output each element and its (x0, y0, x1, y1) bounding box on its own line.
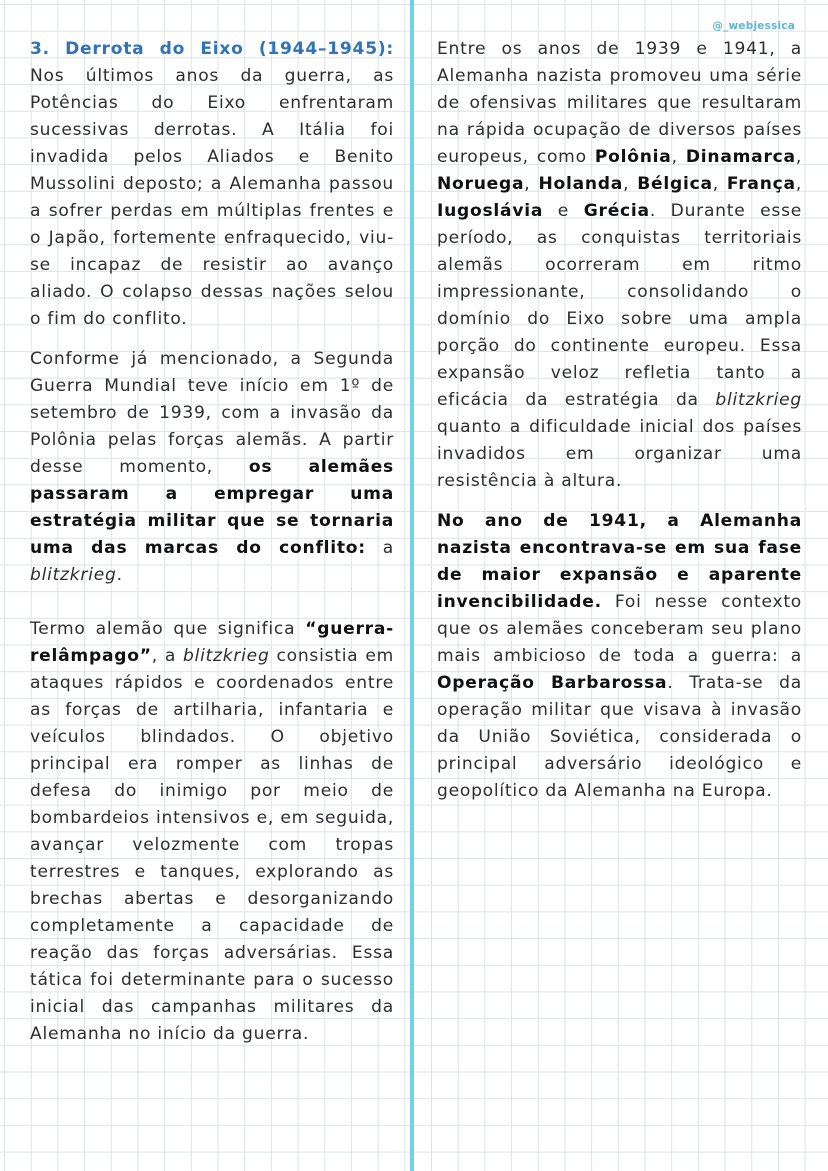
section-heading: 3. Derrota do Eixo (1944–1945): (30, 39, 394, 59)
text: , (795, 147, 802, 167)
country-name: Dinamarca (685, 147, 796, 167)
italic-term: blitzkrieg (715, 390, 802, 410)
paragraph-operacao-barbarossa (437, 508, 802, 805)
bold-text: No ano de 1941, a Alemanha nazista encontrava-se em sua fase de maior expansão e aparente invencibilidade. (437, 511, 802, 612)
text: , (524, 174, 539, 194)
italic-term: blitzkrieg (182, 646, 270, 666)
italic-term: blitzkrieg (30, 565, 117, 585)
text: , (795, 174, 802, 194)
text: quanto a dificuldade inicial dos países invadidos em organizar uma resistência à altura. (437, 417, 802, 491)
country-name: Grécia (583, 201, 650, 221)
country-name: França (726, 174, 796, 194)
bold-text: os alemães passaram a empregar uma estratégia militar que se tornaria uma das marcas do conflito: (30, 457, 394, 558)
text: , a (151, 646, 183, 666)
text: , (671, 147, 686, 167)
text: Foi nesse contexto que os alemães conceberam seu plano mais ambicioso de toda a guerra: a (437, 592, 802, 666)
right-column (437, 36, 802, 805)
text: , (712, 174, 727, 194)
text: Termo alemão que significa (30, 619, 306, 639)
text: e (543, 201, 584, 221)
bold-text: “guerra-relâmpago” (30, 619, 394, 666)
text: . Durante esse período, as conquistas territoriais alemãs ocorreram em ritmo impressionante, consolidando o domínio do Eixo sobre uma ampla porção do continente europeu. Essa expansão veloz refletia tanto a eficácia da estratégia da (437, 201, 802, 410)
paragraph-blitzkrieg-intro (30, 346, 394, 589)
paragraph-derrota-do-eixo (30, 36, 394, 333)
text: . Trata-se da operação militar que visava à invasão da União Soviética, considerada o principal adversário ideológico e geopolítico da Alemanha na Europa. (437, 673, 803, 801)
text: , (623, 174, 638, 194)
paragraph-ocupacao-europa (437, 36, 802, 495)
text: Conforme já mencionado, a Segunda Guerra Mundial teve início em 1º de setembro de 1939, com a invasão da Polônia pelas forças alemãs. A partir desse momento, (30, 349, 394, 477)
text: consistia em ataques rápidos e coordenados entre as forças de artilharia, infantaria e veículos blindados. O objetivo principal era romper as linhas de defesa do inimigo por meio de bombardeios intensivos e, em seguida, avançar velozmente com tropas terrestres e tanques, explorando as brechas abertas e desorganizando completamente a capacidade de reação das forças adversárias. Essa tática foi determinante para o sucesso inicial das campanhas militares da Alemanha no início da guerra. (30, 646, 395, 1044)
column-divider (410, 0, 414, 1171)
text: Entre os anos de 1939 e 1941, a Alemanha nazista promoveu uma série de ofensivas militares que resultaram na rápida ocupação de diversos países europeus, como (437, 39, 802, 167)
bold-text: Operação Barbarossa (437, 673, 668, 693)
country-name: Holanda (538, 174, 624, 194)
country-name: Polônia (594, 147, 672, 167)
country-name: Iugoslávia (437, 201, 544, 221)
text: a (365, 538, 394, 558)
left-column (30, 36, 394, 1048)
country-name: Bélgica (637, 174, 713, 194)
author-handle: @_webjessica (712, 20, 795, 32)
country-name: Noruega (437, 174, 525, 194)
text: Nos últimos anos da guerra, as Potências do Eixo enfrentaram sucessivas derrotas. A Itália foi invadida pelos Aliados e Benito Mussolini deposto; a Alemanha passou a sofrer perdas em múltiplas frentes e o Japão, fortemente enfraquecido, viu-se incapaz de resistir ao avanço aliado. O colapso dessas nações selou o fim do conflito. (30, 66, 394, 329)
text: . (116, 565, 123, 585)
paragraph-blitzkrieg-definition (30, 616, 394, 1048)
